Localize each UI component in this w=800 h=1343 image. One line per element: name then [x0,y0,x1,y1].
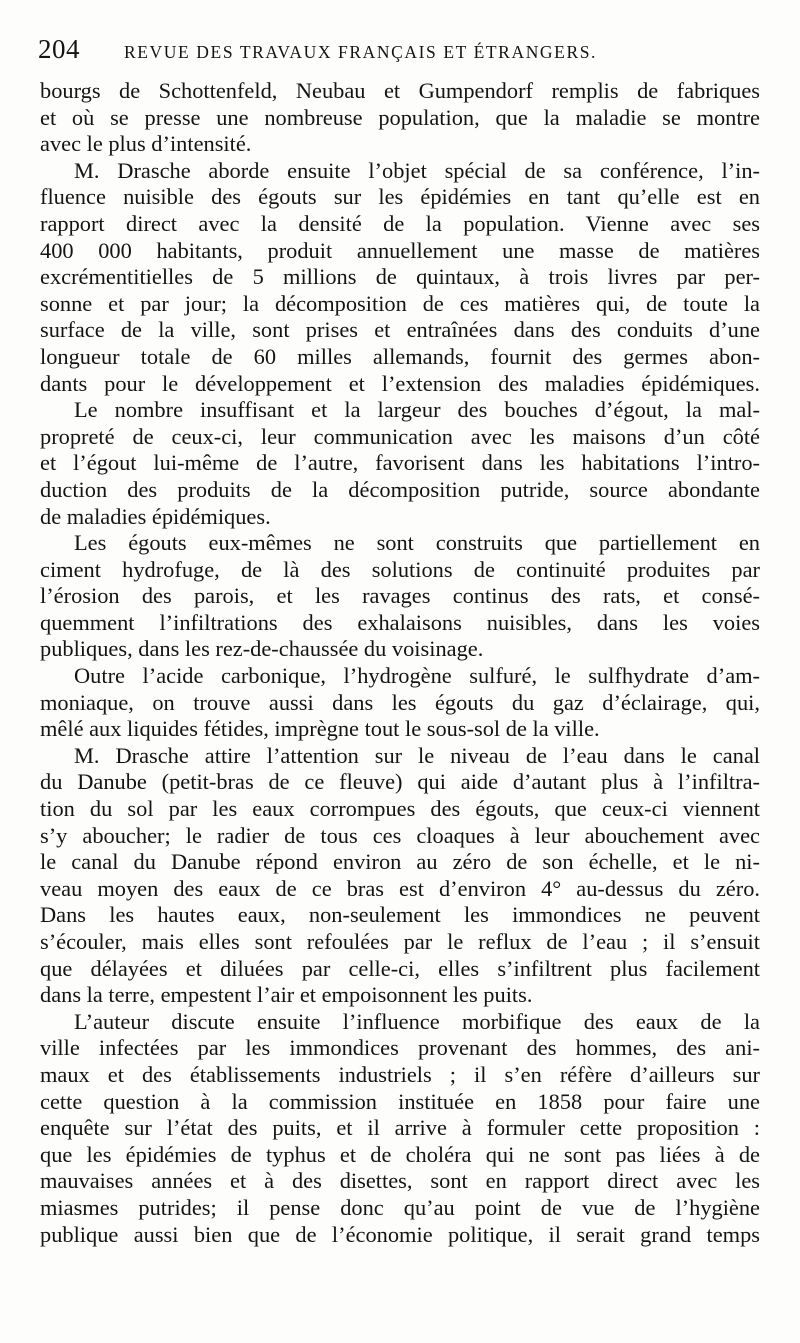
text-line: maux et des établissements industriels ; il s’en réfère d’ailleurs sur [40,1061,760,1087]
text-line: que les épidémies de typhus et de choléra qui ne sont pas liées à de [40,1141,760,1167]
text-line: enquête sur l’état des puits, et il arrive à formuler cette proposition : [40,1115,760,1141]
text-line: publiques, dans les rez-de-chaussée du voisinage. [40,636,484,662]
text-line: tion du sol par les eaux corrompues des égouts, que ceux-ci viennent [40,796,760,822]
text-line: avec le plus d’intensité. [40,131,252,157]
text-line: dants pour le développement et l’extension des maladies épidémiques. [40,370,760,396]
text-line: mêlé aux liquides fétides, imprègne tout le sous-sol de la ville. [40,716,600,742]
text-line: et où se presse une nombreuse population, que la maladie se montre [40,104,760,130]
page-header [38,34,760,74]
text-line: ville infectées par les immondices provenant des hommes, des ani- [40,1035,760,1061]
text-line: dans la terre, empestent l’air et empoisonnent les puits. [40,982,533,1008]
text-line: surface de la ville, sont prises et entraînées dans des conduits d’une [40,317,760,343]
page-number: 204 [38,34,80,64]
text-line: 400 000 habitants, produit annuellement une masse de matières [40,237,760,263]
text-line: propreté de ceux-ci, leur communication avec les maisons d’un côté [40,423,760,449]
text-line: bourgs de Schottenfeld, Neubau et Gumpendorf remplis de fabriques [40,78,760,103]
text-line: rapport direct avec la densité de la population. Vienne avec ses [40,210,760,236]
text-line: miasmes putrides; il pense donc qu’au point de vue de l’hygiène [40,1194,760,1220]
text-line: s’écouler, mais elles sont refoulées par le reflux de l’eau ; il s’ensuit [40,929,760,954]
text-line: mauvaises années et à des disettes, sont en rapport direct avec les [40,1168,760,1194]
text-line: sonne et par jour; la décomposition de ces matières qui, de toute la [40,290,760,316]
text-line: ciment hydrofuge, de là des solutions de continuité produites par [40,556,760,582]
text-line: du Danube (petit-bras de ce fleuve) qui aide d’autant plus à l’infiltra- [40,769,760,795]
text-line: veau moyen des eaux de ce bras est d’environ 4° au-dessus du zéro. [40,875,760,901]
text-line: le canal du Danube répond environ au zéro de son échelle, et le ni- [40,849,760,875]
text-line: M. Drasche attire l’attention sur le niveau de l’eau dans le canal [74,742,760,768]
text-line: fluence nuisible des égouts sur les épidémies en tant qu’elle est en [40,184,760,210]
text-line: duction des produits de la décomposition putride, source abondante [40,476,760,502]
text-line: M. Drasche aborde ensuite l’objet spécial de sa conférence, l’in- [74,157,760,183]
text-line: cette question à la commission instituée en 1858 pour faire une [40,1088,760,1114]
text-line: l’érosion des parois, et les ravages continus des rats, et consé- [40,583,760,609]
text-line: que délayées et diluées par celle-ci, elles s’infiltrent plus facilement [40,955,760,981]
text-line: s’y aboucher; le radier de tous ces cloaques à leur abouchement avec [40,822,760,848]
text-line: Le nombre insuffisant et la largeur des bouches d’égout, la mal- [74,397,760,423]
running-head: REVUE DES TRAVAUX FRANÇAIS ET ÉTRANGERS. [124,42,598,62]
text-line: moniaque, on trouve aussi dans les égouts du gaz d’éclairage, qui, [40,689,760,715]
text-line: publique aussi bien que de l’économie politique, il serait grand temps [40,1221,760,1247]
text-line: de maladies épidémiques. [40,503,271,529]
text-line: quemment l’infiltrations des exhalaisons nuisibles, dans les voies [40,609,760,635]
text-line: excrémentitielles de 5 millions de quintaux, à trois livres par per- [40,264,760,290]
text-line: et l’égout lui-même de l’autre, favorisent dans les habitations l’intro- [40,450,760,476]
body-text [40,78,760,1248]
text-line: L’auteur discute ensuite l’influence morbifique des eaux de la [74,1008,760,1034]
text-line: longueur totale de 60 milles allemands, fournit des germes abon- [40,343,760,369]
text-line: Les égouts eux-mêmes ne sont construits que partiellement en [74,530,760,556]
text-line: Dans les hautes eaux, non-seulement les immondices ne peuvent [40,902,760,928]
text-line: Outre l’acide carbonique, l’hydrogène sulfuré, le sulfhydrate d’am- [74,663,760,689]
